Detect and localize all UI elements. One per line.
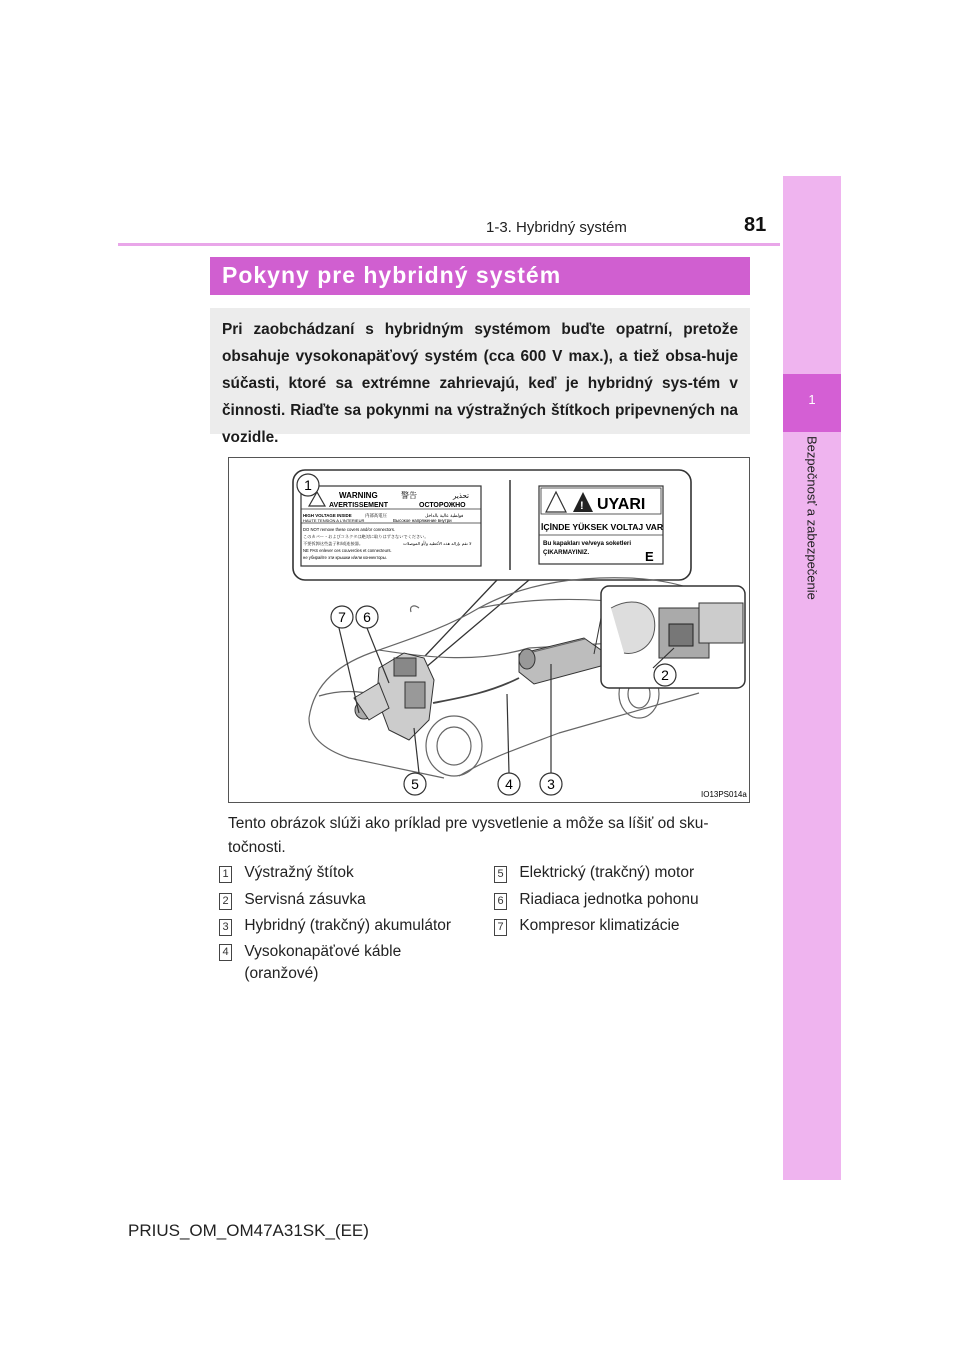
svg-text:このカバー・およびコネクタは絶対に取りはずさないでください。: このカバー・およびコネクタは絶対に取りはずさないでください。 — [303, 534, 429, 539]
callout-7: 7 — [338, 609, 346, 625]
header-rule — [118, 243, 780, 246]
legend-item — [494, 915, 680, 937]
legend-number: 2 — [219, 893, 232, 910]
svg-text:AVERTISSEMENT: AVERTISSEMENT — [329, 502, 388, 509]
legend-text: Servisná zásuvka — [244, 891, 366, 908]
intro-text: Pri zaobchádzaní s hybridným systémom buďte opatrní, pretože obsahuje vysokonapäťový systém (cca 600 V max.), a tiež obsa-huje súčasti, ktoré sa extrémne zahrievajú, keď je hybridný sys-tém v činnosti. Riaďte sa pokynmi na výstražných štítkoch pripevnených na vozidle. — [222, 321, 738, 446]
chapter-side-tab — [783, 176, 841, 1180]
svg-text:E: E — [645, 549, 654, 564]
svg-text:не убирайте эти крышки и/или к: не убирайте эти крышки и/или коннекторы. — [303, 555, 387, 560]
callout-2: 2 — [661, 667, 669, 683]
chapter-title: Bezpečnosť a zabezpečenie — [804, 436, 820, 600]
svg-text:ÇIKARMAYINIZ.: ÇIKARMAYINIZ. — [543, 549, 590, 556]
svg-text:İÇİNDE YÜKSEK VOLTAJ VAR: İÇİNDE YÜKSEK VOLTAJ VAR — [541, 522, 664, 532]
legend-text: Riadiaca jednotka pohonu — [519, 891, 699, 908]
legend-number: 5 — [494, 866, 507, 883]
svg-text:لا تقم بإزالة هذه الأغطية و/أو: لا تقم بإزالة هذه الأغطية و/أو الموصلات — [403, 541, 472, 546]
legend-number: 7 — [494, 919, 507, 936]
legend-number: 3 — [219, 919, 232, 936]
svg-text:HIGH VOLTAGE INSIDE: HIGH VOLTAGE INSIDE — [303, 513, 352, 518]
svg-text:不要拆卸这些盖子和/或连接器。: 不要拆卸这些盖子和/或连接器。 — [303, 541, 364, 546]
legend-item — [219, 941, 459, 985]
section-title: Pokyny pre hybridný systém — [222, 262, 562, 288]
legend-item — [219, 915, 451, 937]
callout-3: 3 — [547, 776, 555, 792]
page-number: 81 — [744, 214, 767, 236]
callout-6: 6 — [363, 609, 371, 625]
figure-code: IO13PS014a — [701, 790, 747, 799]
svg-text:Высокое напряжение внутри: Высокое напряжение внутри — [393, 518, 452, 523]
car-illustration — [229, 458, 749, 802]
hybrid-battery — [519, 638, 601, 684]
svg-text:WARNING: WARNING — [339, 491, 378, 500]
svg-text:تحذير: تحذير — [453, 492, 469, 500]
legend-text: Kompresor klimatizácie — [519, 917, 680, 934]
document-footer: PRIUS_OM_OM47A31SK_(EE) — [128, 1221, 369, 1240]
hybrid-system-figure — [228, 457, 750, 803]
figure-caption: Tento obrázok slúži ako príklad pre vysvetlenie a môže sa líšiť od sku-točnosti. — [228, 815, 709, 856]
svg-text:HAUTE TENSION A L'INTERIEUR: HAUTE TENSION A L'INTERIEUR — [303, 518, 365, 523]
svg-text:内部高電圧: 内部高電圧 — [365, 514, 387, 519]
callout-4: 4 — [505, 776, 513, 792]
svg-text:ОСТОРОЖНО: ОСТОРОЖНО — [419, 502, 466, 509]
svg-text:警告: 警告 — [401, 491, 417, 500]
legend-number: 1 — [219, 866, 232, 883]
legend-item — [494, 862, 694, 884]
legend-item — [494, 889, 699, 911]
hv-cable — [433, 678, 519, 703]
warning-label-left — [301, 486, 481, 566]
legend-number: 6 — [494, 893, 507, 910]
legend-number: 4 — [219, 944, 232, 961]
legend-text: Hybridný (trakčný) akumulátor — [244, 917, 452, 934]
legend-text: Vysokonapäťové káble (oranžové) — [244, 943, 402, 982]
callout-5: 5 — [411, 776, 419, 792]
callout-1: 1 — [304, 477, 312, 493]
chapter-number: 1 — [808, 392, 816, 407]
legend-text: Výstražný štítok — [244, 864, 354, 881]
legend-item — [219, 862, 354, 884]
svg-text:UYARI: UYARI — [597, 496, 646, 513]
legend-text: Elektrický (trakčný) motor — [519, 864, 695, 881]
svg-text:!: ! — [580, 500, 584, 512]
warning-label-right — [539, 486, 664, 564]
engine-components — [354, 653, 434, 740]
svg-text:Bu kapakları ve/veya soketleri: Bu kapakları ve/veya soketleri — [543, 540, 632, 547]
legend-item — [219, 889, 366, 911]
svg-text:DO NOT remove these covers and: DO NOT remove these covers and/or connectors. — [303, 527, 396, 532]
header-section: 1-3. Hybridný systém — [486, 219, 627, 236]
svg-text:NE PAS enlever ces couvercles: NE PAS enlever ces couvercles et connecteurs. — [303, 548, 392, 553]
svg-text:فولطية عالية بالداخل: فولطية عالية بالداخل — [425, 514, 464, 519]
